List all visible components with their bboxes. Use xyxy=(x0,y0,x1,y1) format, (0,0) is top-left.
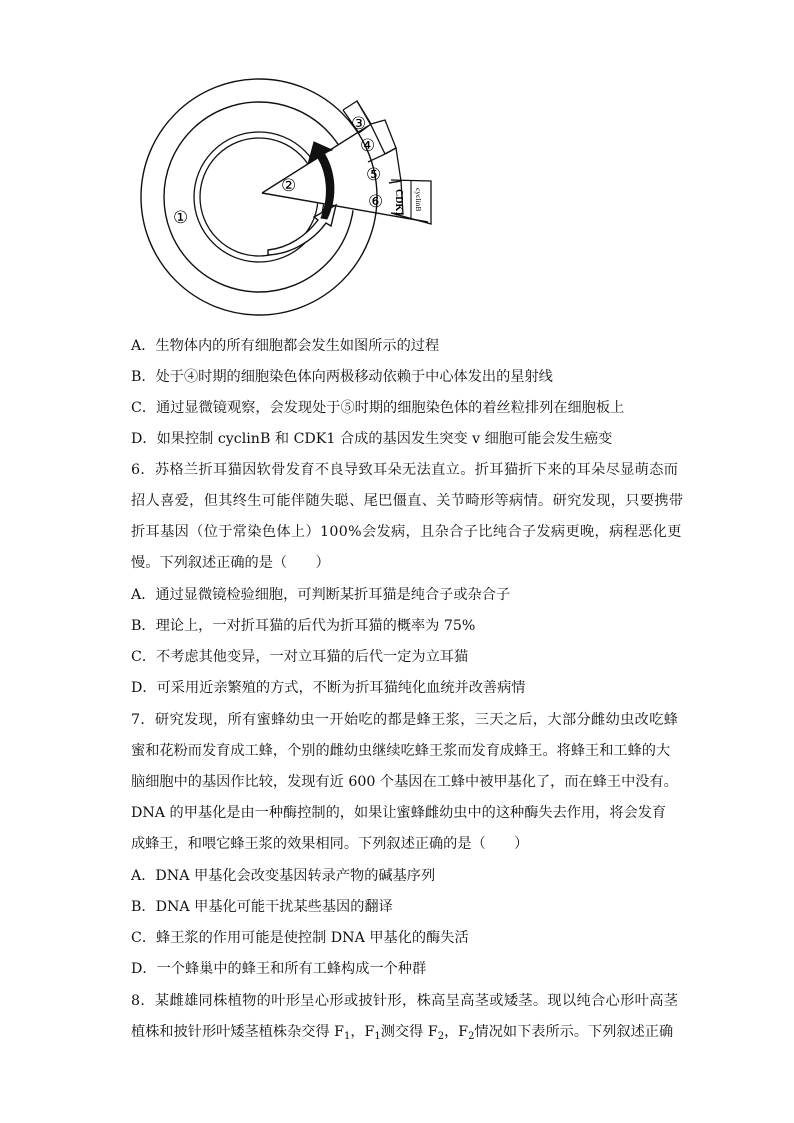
subscript-f1b: 1 xyxy=(374,1031,381,1042)
q8-stem-2d: ，F xyxy=(444,1024,469,1040)
label-2: ② xyxy=(281,176,297,196)
q8-stem-2a: 植株和披针形叶矮茎植株杂交得 F xyxy=(131,1024,344,1040)
q7-stem-4: DNA 的甲基化是由一种酶控制的，如果让蜜蜂雌幼虫中的这种酶失去作用，将会发育 xyxy=(131,805,667,821)
q8-stem-2c: 测交得 F xyxy=(380,1024,438,1040)
q6-option-a: A．通过显微镜检验细胞，可判断某折耳猫是纯合子或杂合子 xyxy=(131,587,511,603)
q7-option-d: D．一个蜂巢中的蜂王和所有工蜂构成一个种群 xyxy=(131,961,427,977)
q8-stem-2 xyxy=(131,1022,673,1047)
label-5: ⑤ xyxy=(366,165,382,185)
cyclinb-label: cyclinB xyxy=(414,188,423,212)
subscript-f2a: 2 xyxy=(437,1031,445,1042)
cell-cycle-diagram xyxy=(128,78,448,338)
q7-option-c: C．蜂王浆的作用可能是使控制 DNA 甲基化的酶失活 xyxy=(131,930,469,946)
label-4: ④ xyxy=(360,136,376,156)
q6-option-d: D．可采用近亲繁殖的方式，不断为折耳猫纯化血统并改善病情 xyxy=(131,680,526,696)
q6-stem-2: 招人喜爱，但其终生可能伴随失聪、尾巴僵直、关节畸形等病情。研究发现，只要携带 xyxy=(131,493,684,509)
q7-option-a: A．DNA 甲基化会改变基因转录产物的碱基序列 xyxy=(131,868,436,884)
label-3: ③ xyxy=(351,114,367,134)
subscript-f2b: 2 xyxy=(468,1031,475,1042)
q6-stem-3: 折耳基因（位于常染色体上）100%会发病，且杂合子比纯合子发病更晚，病程恶化更 xyxy=(131,524,682,540)
q8-stem-2b: ，F xyxy=(350,1024,375,1040)
q7-stem-3: 脑细胞中的基因作比较，发现有近 600 个基因在工蜂中被甲基化了，而在蜂王中没有。 xyxy=(131,774,678,790)
q5-option-b: B．处于④时期的细胞染色体向两极移动依赖于中心体发出的星射线 xyxy=(131,369,553,385)
q5-option-d: D．如果控制 cyclinB 和 CDK1 合成的基因发生突变 v 细胞可能会发生癌变 xyxy=(131,431,613,447)
q7-stem-5: 成蜂王，和喂它蜂王浆的效果相同。下列叙述正确的是（ ） xyxy=(131,836,529,852)
q5-option-c: C．通过显微镜观察，会发现处于⑤时期的细胞染色体的着丝粒排列在细胞板上 xyxy=(131,400,625,416)
q6-option-c: C．不考虑其他变异，一对立耳猫的后代一定为立耳猫 xyxy=(131,649,469,665)
box-5 xyxy=(385,148,401,183)
q5-option-a: A．生物体内的所有细胞都会发生如图所示的过程 xyxy=(131,338,440,354)
q7-stem-1: 7．研究发现，所有蜜蜂幼虫一开始吃的都是蜂王浆，三天之后，大部分雌幼虫改吃蜂 xyxy=(131,712,679,728)
cell-cycle-figure xyxy=(128,78,448,338)
q6-stem-1: 6．苏格兰折耳猫因软骨发育不良导致耳朵无法直立。折耳猫折下来的耳朵尽显萌态而 xyxy=(131,462,679,478)
q8-stem-2e: 情况如下表所示。下列叙述正确 xyxy=(474,1024,674,1040)
q7-option-b: B．DNA 甲基化可能干扰某些基因的翻译 xyxy=(131,899,393,915)
q6-stem-4: 慢。下列叙述正确的是（ ） xyxy=(131,555,330,571)
q6-option-b: B．理论上，一对折耳猫的后代为折耳猫的概率为 75% xyxy=(131,618,476,634)
label-1: ① xyxy=(173,208,189,228)
subscript-f1a: 1 xyxy=(343,1031,351,1042)
cdk1-label: CDK1 xyxy=(393,189,404,217)
q8-stem-1: 8．某雌雄同株植物的叶形呈心形或披针形，株高呈高茎或矮茎。现以纯合心形叶高茎 xyxy=(131,993,679,1009)
label-6: ⑥ xyxy=(368,192,384,212)
q7-stem-2: 蜜和花粉而发育成工蜂，个别的雌幼虫继续吃蜂王浆而发育成蜂王。将蜂王和工蜂的大 xyxy=(131,743,671,759)
